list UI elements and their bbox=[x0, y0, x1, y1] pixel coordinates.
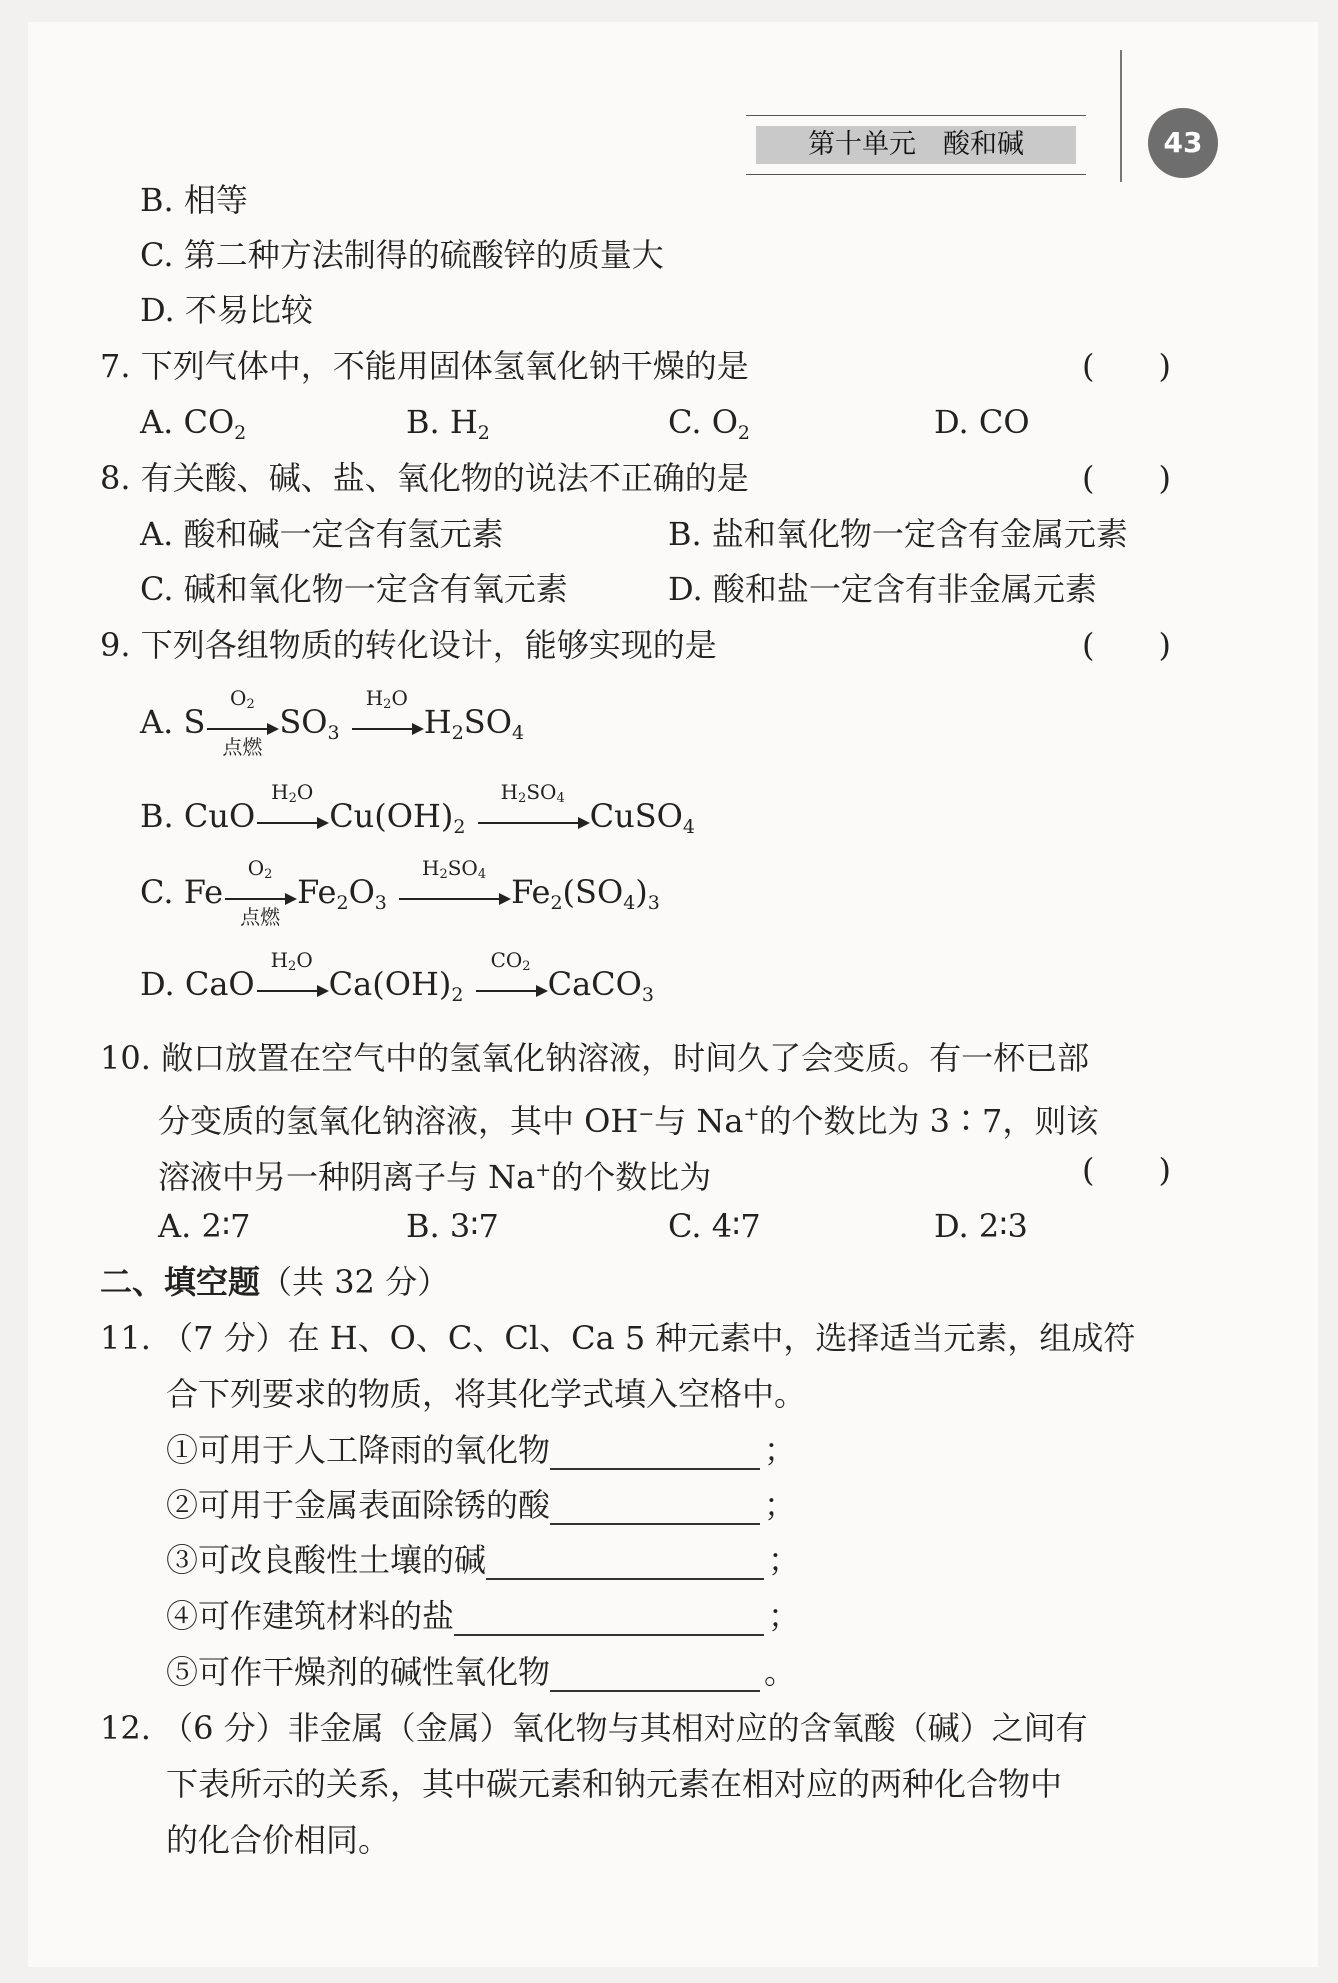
answer-blank[interactable] bbox=[486, 1550, 764, 1580]
q8-option-d: D. 酸和盐一定含有非金属元素 bbox=[668, 570, 1097, 608]
q10-answer-paren: ( ) bbox=[1082, 1151, 1171, 1189]
q11-item-5: ⑤可作干燥剂的碱性氧化物 。 bbox=[166, 1653, 797, 1691]
q7-option-d: D. CO bbox=[934, 403, 1030, 441]
q7-option-b: B. $H_2$ bbox=[406, 403, 490, 444]
page-number-badge: 43 bbox=[1148, 108, 1218, 178]
answer-blank[interactable] bbox=[550, 1662, 760, 1692]
q7-option-a: A. $CO_2$ bbox=[140, 403, 247, 444]
q9-answer-paren: ( ) bbox=[1082, 626, 1171, 664]
q10-line-3: 溶液中另一种阴离子与 Na+的个数比为 bbox=[158, 1158, 712, 1196]
answer-blank[interactable] bbox=[454, 1606, 764, 1636]
reaction-arrow: $O_2$ 点燃 bbox=[207, 724, 277, 726]
reaction-arrow: $H_2O$ bbox=[257, 986, 327, 988]
q10-option-c: C. 4∶7 bbox=[668, 1207, 761, 1245]
q10-line-2: 分变质的氢氧化钠溶液，其中 OH−与 Na+的个数比为 3∶7，则该 bbox=[158, 1102, 1099, 1140]
q10-option-a: A. 2∶7 bbox=[158, 1207, 251, 1245]
q6-option-b: B. 相等 bbox=[140, 181, 248, 219]
q8-option-b: B. 盐和氧化物一定含有金属元素 bbox=[668, 515, 1128, 553]
q6-option-d: D. 不易比较 bbox=[140, 291, 313, 329]
q9-stem: 9. 下列各组物质的转化设计，能够实现的是 bbox=[100, 626, 717, 664]
q9-option-a: A. S $O_2$ 点燃 $SO_3$ $H_2O$ $H_2SO_4$ bbox=[140, 685, 525, 759]
q8-option-c: C. 碱和氧化物一定含有氧元素 bbox=[140, 570, 568, 608]
q8-answer-paren: ( ) bbox=[1082, 459, 1171, 497]
q10-option-d: D. 2∶3 bbox=[934, 1207, 1028, 1245]
q11-item-3: ③可改良酸性土壤的碱 ； bbox=[166, 1541, 801, 1579]
q6-option-c: C. 第二种方法制得的硫酸锌的质量大 bbox=[140, 236, 664, 274]
q11-line-2: 合下列要求的物质，将其化学式填入空格中。 bbox=[166, 1375, 807, 1413]
q9-option-d: D. CaO $H_2O$ $Ca(OH)_2$ $CO_2$ CaCO$_3$ bbox=[140, 947, 654, 1006]
reaction-arrow: $H_2SO_4$ bbox=[399, 894, 509, 896]
header-divider bbox=[1120, 50, 1122, 182]
q7-answer-paren: ( ) bbox=[1082, 347, 1171, 385]
q7-stem: 7. 下列气体中，不能用固体氢氧化钠干燥的是 bbox=[100, 347, 749, 385]
answer-blank[interactable] bbox=[550, 1495, 760, 1525]
q11-line-1: 11. （7 分）在 H、O、C、Cl、Ca 5 种元素中，选择适当元素，组成符 bbox=[100, 1319, 1136, 1357]
running-header bbox=[746, 115, 1086, 175]
q10-line-1: 10. 敞口放置在空气中的氢氧化钠溶液，时间久了会变质。有一杯已部 bbox=[100, 1039, 1090, 1077]
answer-blank[interactable] bbox=[550, 1440, 760, 1470]
q8-stem: 8. 有关酸、碱、盐、氧化物的说法不正确的是 bbox=[100, 459, 749, 497]
q11-item-1: ①可用于人工降雨的氧化物 ； bbox=[166, 1431, 797, 1469]
reaction-arrow: $O_2$ 点燃 bbox=[225, 894, 295, 896]
q10-option-b: B. 3∶7 bbox=[406, 1207, 499, 1245]
q11-item-2: ②可用于金属表面除锈的酸 ； bbox=[166, 1486, 797, 1524]
q12-line-2: 下表所示的关系，其中碳元素和钠元素在相对应的两种化合物中 bbox=[166, 1765, 1063, 1803]
page bbox=[28, 22, 1318, 1967]
q9-option-b: B. CuO $H_2O$ $Cu(OH)_2$ $H_2SO_4$ CuSO$_4$ bbox=[140, 779, 695, 838]
reaction-arrow: $H_2O$ bbox=[352, 724, 422, 726]
q8-option-a: A. 酸和碱一定含有氢元素 bbox=[140, 515, 504, 553]
section-heading: 二、填空题（共 32 分） bbox=[100, 1263, 450, 1301]
q12-line-3: 的化合价相同。 bbox=[166, 1821, 391, 1859]
q9-option-c: C. Fe $O_2$ 点燃 $Fe_2O_3$ $H_2SO_4$ $Fe_2(SO_4)_3$ bbox=[140, 855, 660, 929]
reaction-arrow: $H_2O$ bbox=[257, 818, 327, 820]
reaction-arrow: $CO_2$ bbox=[476, 986, 546, 988]
q12-line-1: 12. （6 分）非金属（金属）氧化物与其相对应的含氧酸（碱）之间有 bbox=[100, 1709, 1088, 1747]
q7-option-c: C. $O_2$ bbox=[668, 403, 751, 444]
reaction-arrow: $H_2SO_4$ bbox=[478, 818, 588, 820]
q11-item-4: ④可作建筑材料的盐 ； bbox=[166, 1597, 801, 1635]
unit-title: 第十单元 酸和碱 bbox=[756, 126, 1076, 164]
